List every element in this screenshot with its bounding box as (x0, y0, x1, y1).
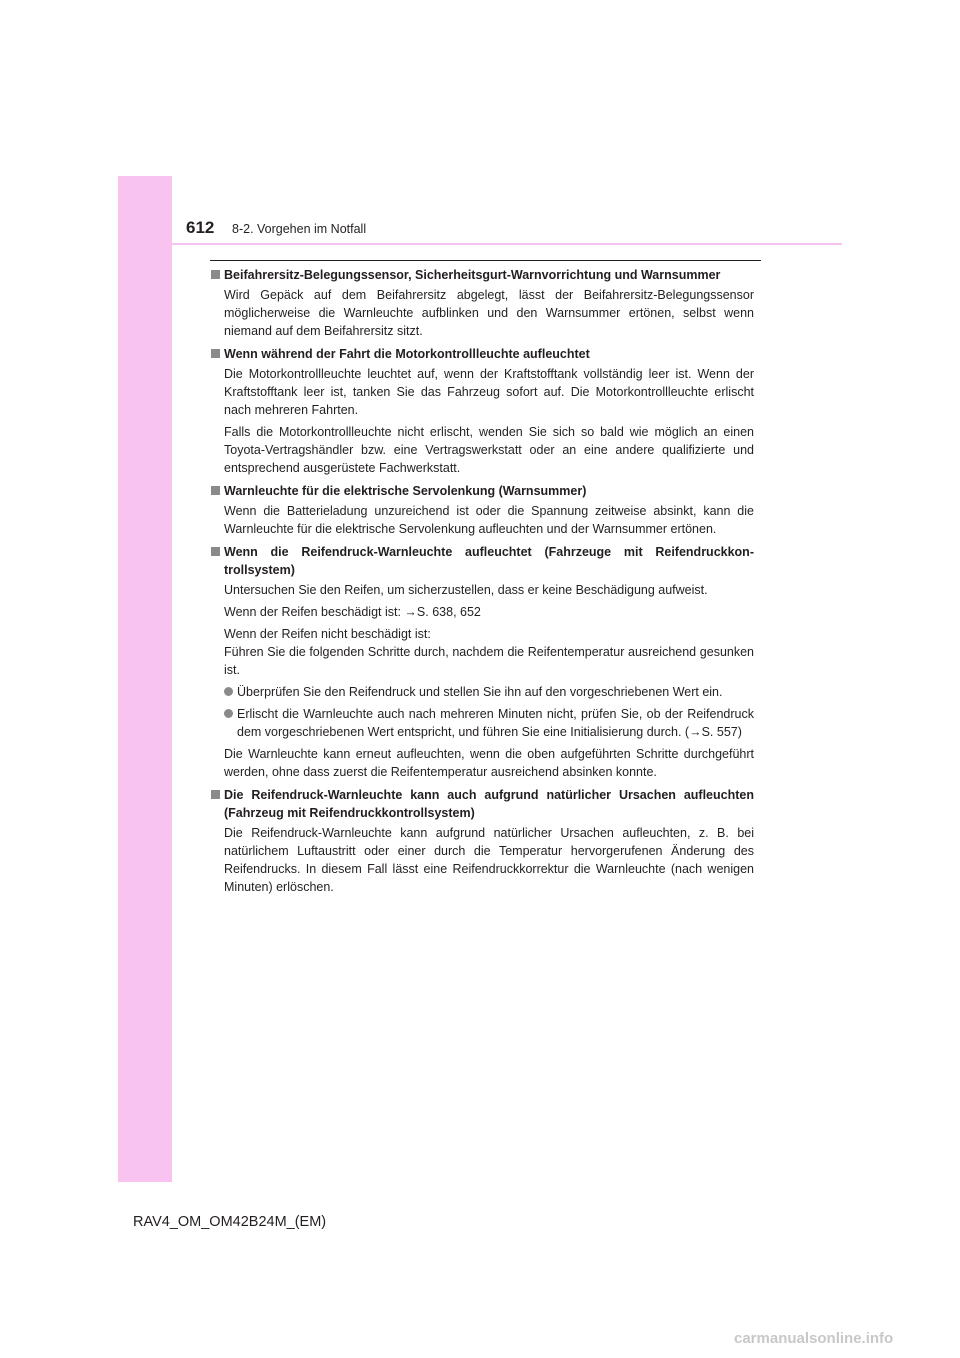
section-engine-warning-light (210, 345, 754, 477)
square-bullet-icon (211, 486, 220, 495)
document-code: RAV4_OM_OM42B24M_(EM) (133, 1214, 327, 1230)
round-bullet-icon (224, 709, 233, 718)
watermark-text: carmanualsonline.info (734, 1330, 894, 1347)
paragraph: Die Warnleuchte kann erneut aufleuchten, wenn die oben aufgeführten Schritte durchgeführt werden, ohne dass zuerst die Reifentemperatur ausreichend absinken konnte. (224, 747, 754, 779)
square-bullet-icon (211, 270, 220, 279)
paragraph: Untersuchen Sie den Reifen, um sicherzustellen, dass er keine Beschädigung aufweist. (224, 583, 708, 597)
paragraph-line: Wenn der Reifen nicht beschädigt ist: (224, 627, 431, 641)
header-divider (118, 243, 842, 245)
section-heading-text: Die Reifendruck-Warnleuchte kann auch aufgrund natürlicher Ursachen aufleuchten (Fahrzeug mit Reifendruckkontrollsystem) (224, 788, 754, 820)
section-power-steering-warning (210, 482, 754, 538)
paragraph: Wird Gepäck auf dem Beifahrersitz abgelegt, lässt der Beifahrersitz-Belegungssensor möglicherweise die Warnleuchte aufblinken und den Warnsummer ertönen, selbst wenn niemand auf dem Beifahrersitz sitzt. (224, 288, 754, 338)
page-content (210, 266, 754, 901)
section-passenger-seat-sensor (210, 266, 754, 340)
section-heading-text: Beifahrersitz-Belegungssensor, Sicherheitsgurt-Warnvorrichtung und Warnsummer (224, 268, 721, 282)
section-heading (224, 543, 754, 579)
paragraph: Wenn die Batterieladung unzureichend ist oder die Spannung zeitweise absinkt, kann die Warnleuchte für die elektrische Servolenkung aufleuchten und der Warnsummer ertönen. (224, 504, 754, 536)
section-heading-text: Wenn während der Fahrt die Motorkontrollleuchte aufleuchtet (224, 347, 590, 361)
page-reference: Wenn der Reifen beschädigt ist: →S. 638, 652 (224, 605, 481, 619)
square-bullet-icon (211, 547, 220, 556)
square-bullet-icon (211, 790, 220, 799)
paragraph: Falls die Motorkontrollleuchte nicht erlischt, wenden Sie sich so bald wie möglich an einen Toyota-Vertragshändler bzw. eine Vertragswerkstatt oder an eine andere qualifizierte und entsprechend ausgerüstete Fachwerkstatt. (224, 425, 754, 475)
paragraph-line: Führen Sie die folgenden Schritte durch, nachdem die Reifentemperatur ausreichend gesunken ist. (224, 645, 754, 677)
section-heading (224, 786, 754, 822)
pink-sidebar (118, 176, 172, 1182)
section-heading-text: Wenn die Reifendruck-Warnleuchte aufleuchtet (Fahrzeuge mit Reifendruckkontrollsystem) (224, 545, 754, 577)
section-heading-text: Warnleuchte für die elektrische Servolenkung (Warnsummer) (224, 484, 587, 498)
section-heading (224, 345, 754, 363)
section-heading (224, 482, 754, 500)
list-item (224, 705, 754, 741)
section-tire-pressure-natural-causes (210, 786, 754, 896)
paragraph (224, 625, 754, 679)
list-item-text: Erlischt die Warnleuchte auch nach mehreren Minuten nicht, prüfen Sie, ob der Reifendruck dem vorgeschriebenen Wert entspricht, und führen Sie eine Initialisierung durch. (→S. 557) (237, 707, 754, 739)
paragraph: Die Reifendruck-Warnleuchte kann aufgrund natürlicher Ursachen aufleuchten, z. B. bei natürlichem Luftaustritt oder einer durch die Temperatur hervorgerufenen Änderung des Reifendrucks. In diesem Fall lässt eine Reifendruckkorrektur die Warnleuchte (nach wenigen Minuten) erlöschen. (224, 826, 754, 894)
list-item-text: Überprüfen Sie den Reifendruck und stellen Sie ihn auf den vorgeschriebenen Wert ein. (237, 685, 723, 699)
round-bullet-icon (224, 687, 233, 696)
chapter-title: 8-2. Vorgehen im Notfall (232, 222, 367, 236)
list-item (224, 683, 754, 701)
section-heading (224, 266, 754, 284)
section-tire-pressure-warning (210, 543, 754, 781)
paragraph: Die Motorkontrollleuchte leuchtet auf, wenn der Kraftstofftank vollständig leer ist. Wenn der Kraftstofftank leer ist, tanken Sie das Fahrzeug sofort auf. Die Motorkontrollleuchte erlischt nach mehreren Fahrten. (224, 367, 754, 417)
square-bullet-icon (211, 349, 220, 358)
page-number: 612 (186, 218, 215, 237)
content-divider (210, 260, 761, 261)
